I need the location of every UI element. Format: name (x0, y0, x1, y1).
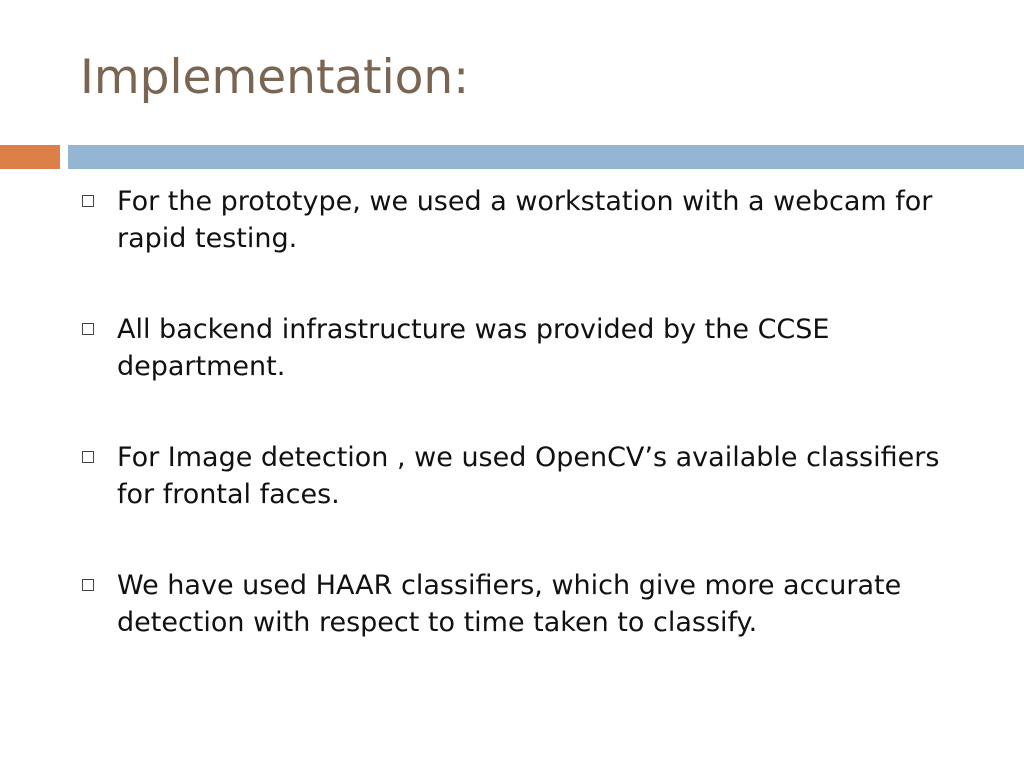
bullet-item (82, 183, 982, 257)
divider-main-bar (68, 145, 1024, 169)
square-bullet-icon (82, 323, 94, 335)
bullet-list (82, 183, 982, 695)
title-divider (0, 145, 1024, 169)
bullet-text: We have used HAAR classifiers, which give more accurate detection with respect to time taken to classify. (117, 570, 902, 638)
bullet-text: For Image detection , we used OpenCV’s available classifiers for frontal faces. (117, 442, 940, 510)
square-bullet-icon (82, 579, 94, 591)
bullet-text: All backend infrastructure was provided by the CCSE department. (117, 314, 830, 382)
bullet-text: For the prototype, we used a workstation with a webcam for rapid testing. (117, 186, 933, 254)
divider-accent-bar (0, 145, 60, 169)
square-bullet-icon (82, 195, 94, 207)
bullet-item (82, 567, 982, 641)
bullet-item (82, 439, 982, 513)
bullet-item (82, 311, 982, 385)
square-bullet-icon (82, 451, 94, 463)
slide-title: Implementation: (80, 50, 470, 105)
